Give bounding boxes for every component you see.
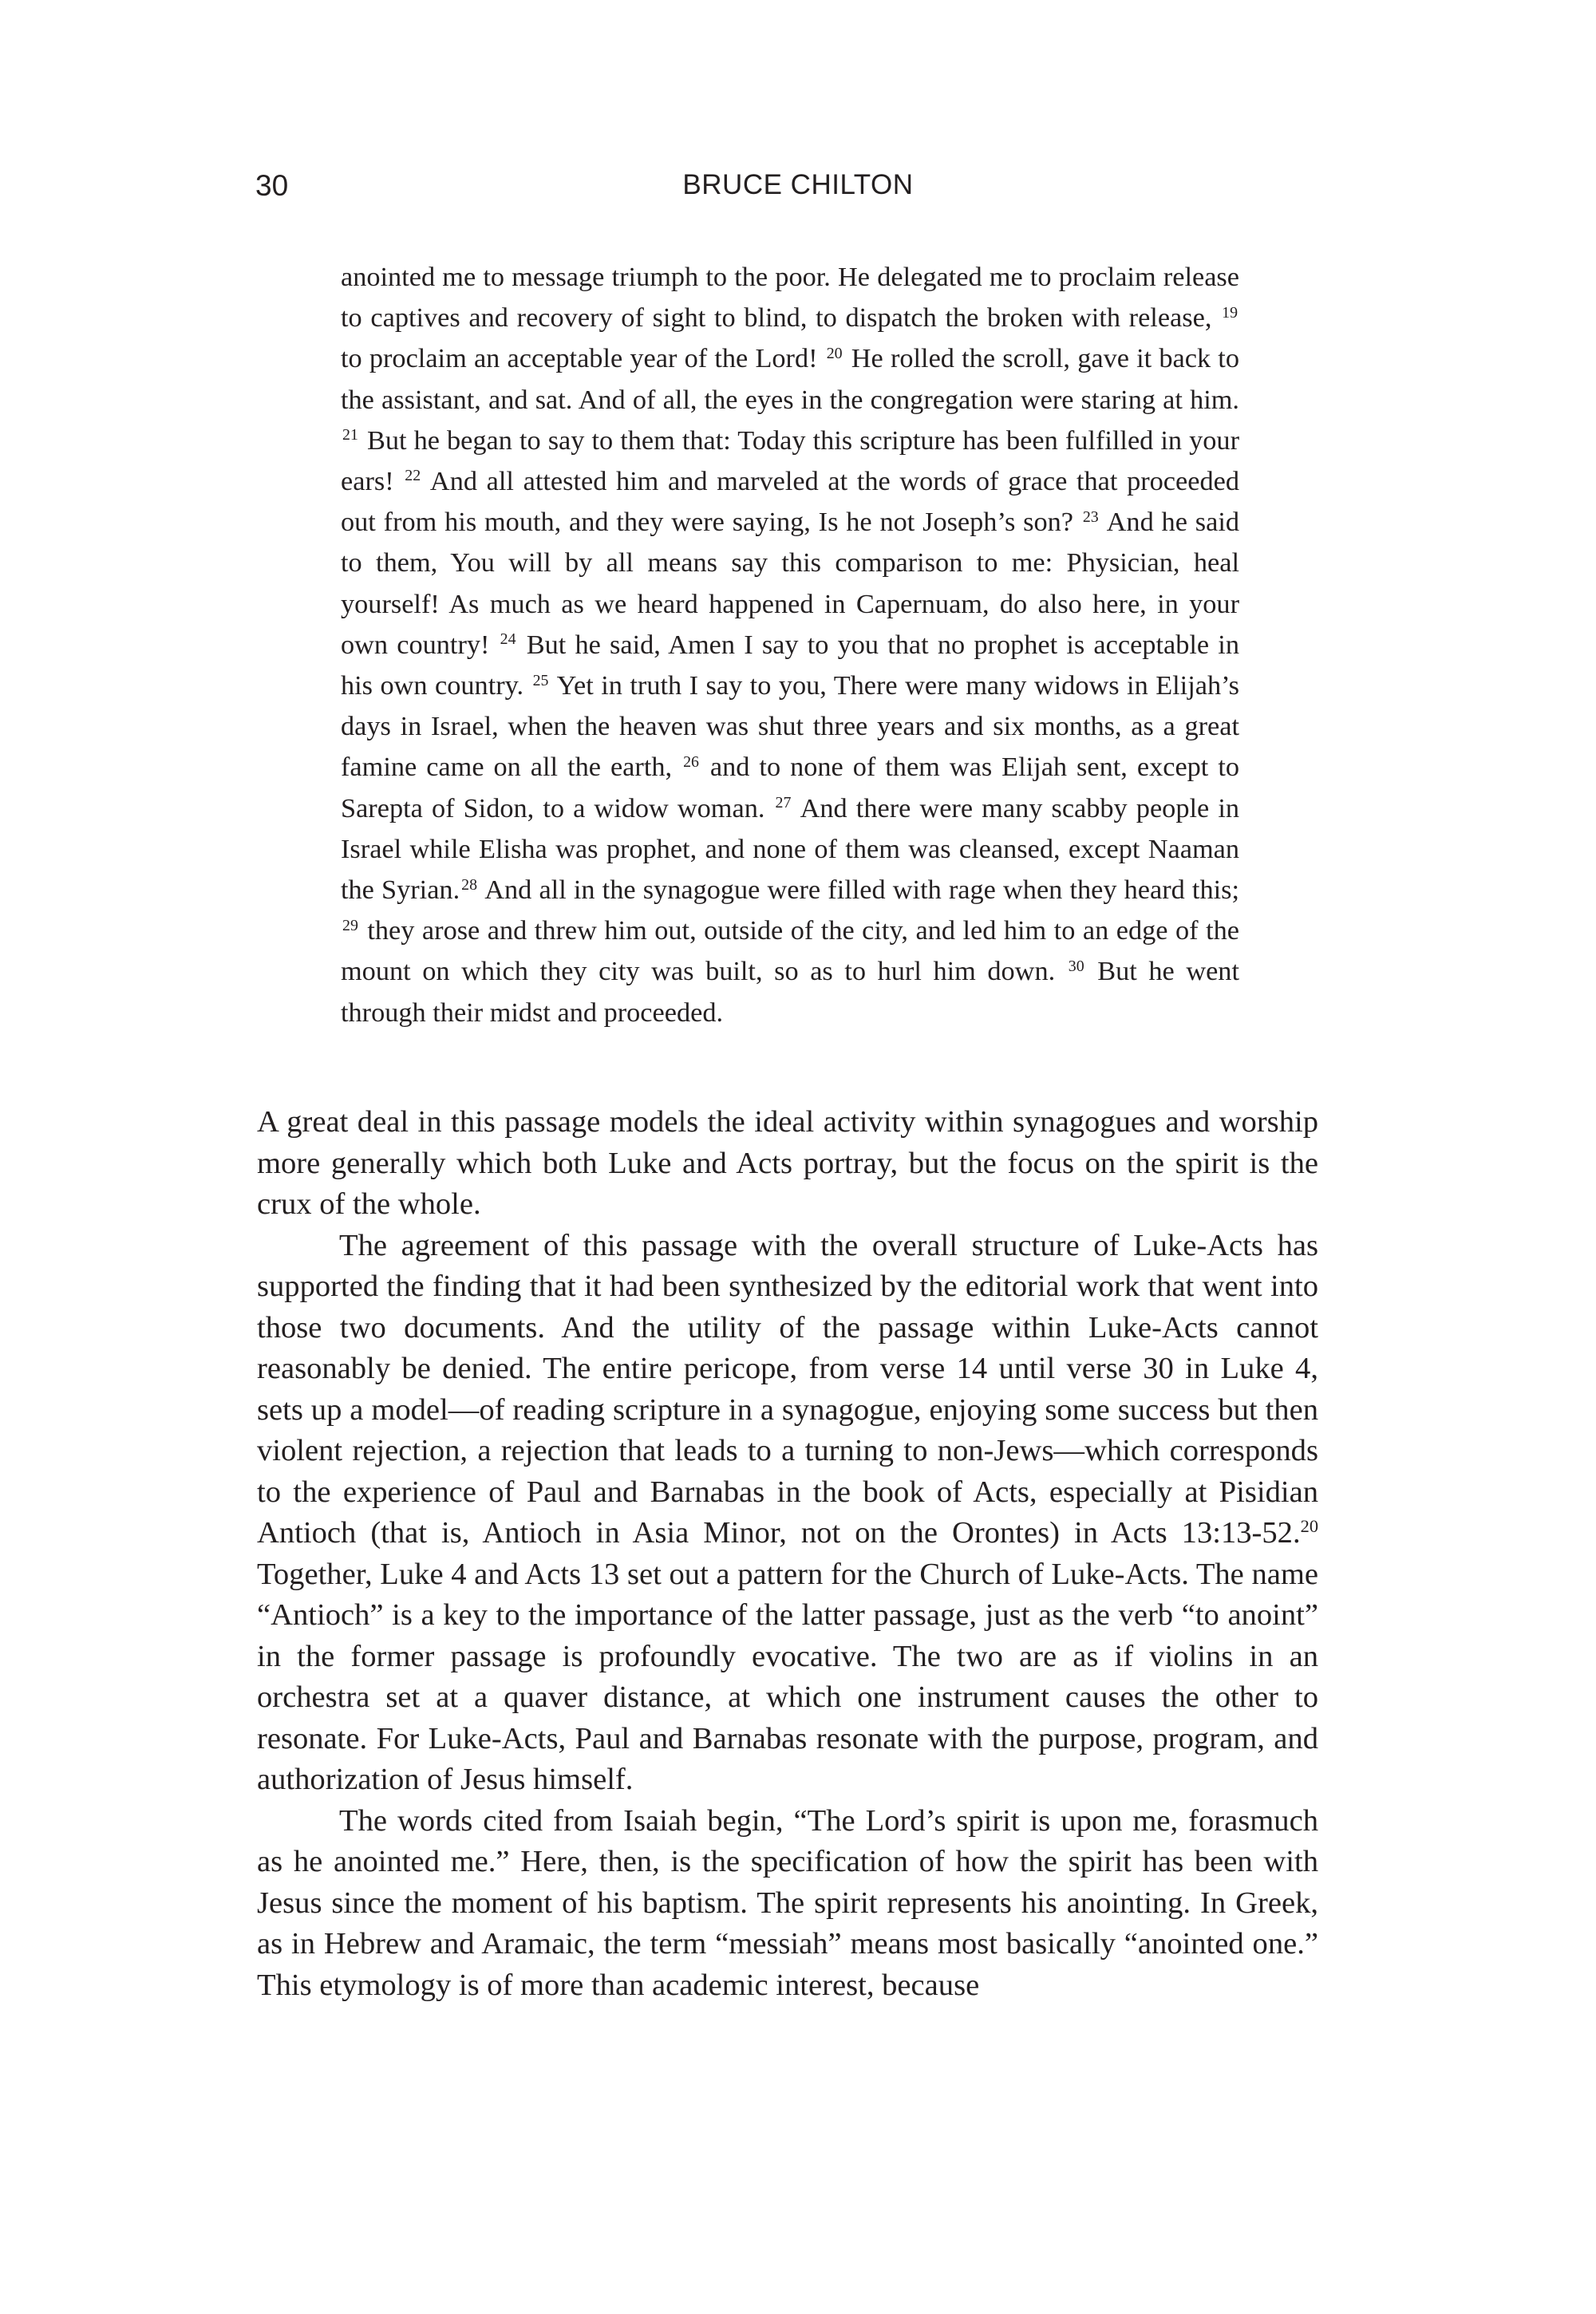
verse-number: 22 — [405, 467, 421, 485]
paragraph — [257, 1102, 1318, 1226]
paragraph — [257, 1226, 1318, 1801]
paragraph — [257, 1801, 1318, 2007]
verse-number: 25 — [532, 671, 549, 689]
text-run: The agreement of this passage with the overall structure of Luke-Acts has supported the finding that it had been synthesized by the editorial work that went into those two documents. And the utility of the passage within Luke-Acts cannot reasonably be denied. The entire pericope, from verse 14 until verse 30 in Luke 4, sets up a model—of reading scripture in a synagogue, enjoying some success but then violent rejection, a rejection that leads to a turning to non-Jews—which corresponds to the experience of Paul and Barnabas in the book of Acts, especially at Pisidian Antioch (that is, Antioch in Asia Minor, not on the Orontes) in Acts 13:13-52. — [257, 1228, 1318, 1550]
text-run: And all attested him and marveled at the words of grace that proceeded out from his mouth, and they were saying, Is he not Joseph’s son? — [341, 466, 1239, 538]
body-text — [257, 1102, 1318, 2006]
verse-number: 27 — [775, 794, 792, 812]
page-number: 30 — [255, 169, 289, 202]
text-run: The words cited from Isaiah begin, “The Lord’s spirit is upon me, forasmuch as he anointed me.” Here, then, is the specification of how the spirit has been with Jesus since the moment of his baptism. The spirit represents his anointing. In Greek, as in Hebrew and Aramaic, the term “messiah” means most basically “anointed one.” This etymology is of more than academic interest, because — [257, 1803, 1318, 2002]
block-quote — [341, 257, 1239, 1033]
footnote-marker: 20 — [1300, 1516, 1318, 1537]
text-run: they arose and threw him out, outside of the city, and led him to an edge of the mount on which they city was built, so as to hurl him down. — [341, 915, 1239, 987]
text-run: And there were many scabby people in Israel while Elisha was prophet, and none of them was cleansed, except Naaman the Syrian. — [341, 792, 1240, 906]
text-run: to proclaim an acceptable year of the Lord! — [341, 343, 825, 374]
verse-number: 30 — [1068, 957, 1084, 975]
verse-number: 26 — [683, 752, 699, 771]
text-run: And he said to them, You will by all means say this comparison to me: Physician, heal yourself! As much as we heard happened in Capernuam, do also here, in your own country! — [341, 507, 1239, 660]
text-run: A great deal in this passage models the ideal activity within synagogues and worship more generally which both Luke and Acts portray, but the focus on the spirit is the crux of the whole. — [257, 1105, 1318, 1221]
verse-number: 20 — [826, 344, 843, 362]
text-run: But he went through their midst and proceeded. — [341, 956, 1239, 1028]
verse-number: 19 — [1222, 303, 1238, 322]
verse-number: 23 — [1082, 507, 1099, 526]
verse-number: 28 — [461, 875, 478, 894]
text-run: But he said, Amen I say to you that no prophet is acceptable in his own country. — [341, 629, 1239, 701]
text-run: But he began to say to them that: Today this scripture has been fulfilled in your ears! — [341, 424, 1239, 497]
text-run: anointed me to message triumph to the poor. He delegated me to proclaim release to captives and recovery of sight to blind, to dispatch the broken with release, — [341, 262, 1239, 334]
running-head: BRUCE CHILTON — [682, 169, 914, 200]
quote-paragraph — [341, 257, 1239, 1033]
verse-number: 21 — [342, 426, 358, 444]
text-run: Together, Luke 4 and Acts 13 set out a pattern for the Church of Luke-Acts. The name “Antioch” is a key to the importance of the latter passage, just as the verb “to anoint” in the former passage is profoundly evocative. The two are as if violins in an orchestra set at a quaver distance, at which one instrument causes the other to resonate. For Luke-Acts, Paul and Barnabas resonate with the purpose, program, and authorization of Jesus himself. — [257, 1557, 1318, 1796]
verse-number: 24 — [500, 630, 516, 649]
text-run: And all in the synagogue were filled with rage when they heard this; — [479, 875, 1240, 906]
text-run: and to none of them was Elijah sent, except to Sarepta of Sidon, to a widow woman. — [341, 752, 1239, 823]
verse-number: 29 — [342, 916, 358, 934]
text-run: He rolled the scroll, gave it back to the assistant, and sat. And of all, the eyes in the congregation were staring at him. — [341, 343, 1239, 415]
text-run: Yet in truth I say to you, There were many widows in Elijah’s days in Israel, when the heaven was shut three years and six months, as a great famine came on all the earth, — [341, 670, 1239, 783]
